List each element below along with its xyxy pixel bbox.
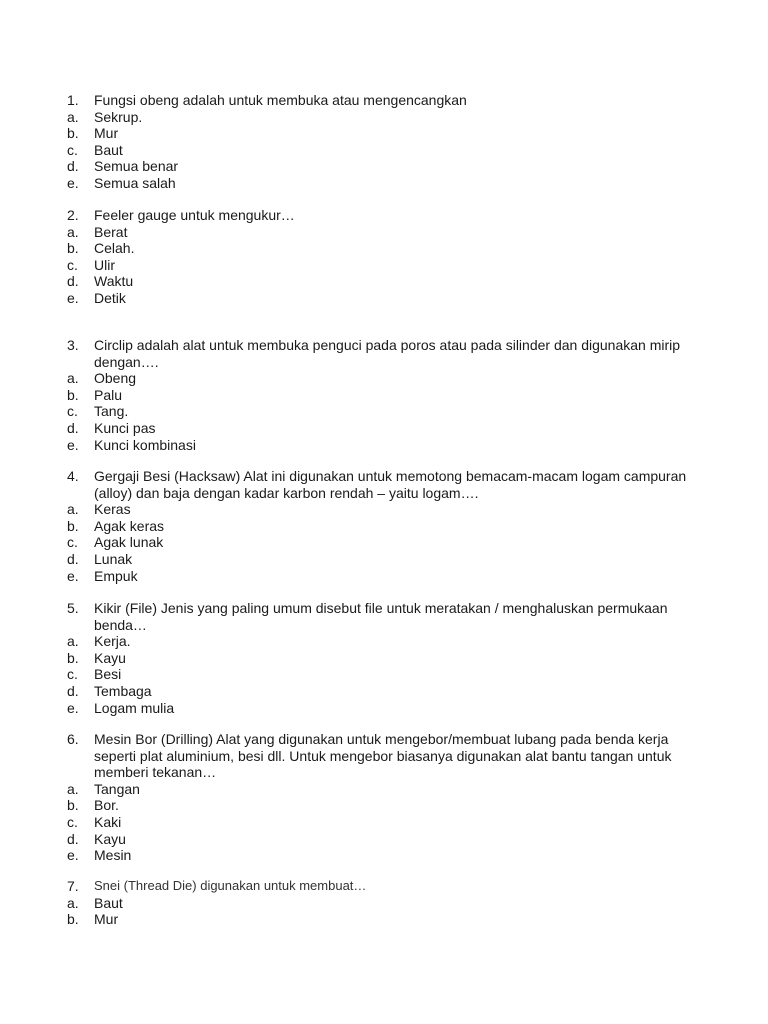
option-letter: a. [67, 370, 79, 387]
option-letter: d. [67, 273, 79, 290]
answer-option [67, 387, 707, 404]
option-letter: e. [67, 174, 79, 191]
answer-option [67, 158, 707, 175]
option-letter: b. [67, 386, 79, 403]
answer-option [67, 534, 707, 551]
answer-option [67, 518, 707, 535]
option-text: Bor. [94, 797, 119, 814]
question-3 [67, 337, 707, 453]
answer-option [67, 142, 707, 159]
option-text: Ulir [94, 256, 115, 273]
option-letter: d. [67, 830, 79, 847]
option-text: Waktu [94, 273, 134, 290]
option-text: Lunak [94, 550, 133, 567]
option-text: Kunci pas [94, 419, 156, 436]
question-number: 6. [67, 731, 79, 747]
answer-option [67, 273, 707, 290]
question-stem [67, 468, 707, 501]
option-letter: a. [67, 501, 79, 518]
option-text: Semua benar [94, 158, 179, 175]
answer-option [67, 290, 707, 307]
option-text: Berat [94, 223, 128, 240]
answer-option [67, 666, 707, 683]
answer-option [67, 240, 707, 257]
option-text: Kerja. [94, 633, 131, 650]
question-text: Kikir (File) Jenis yang paling umum disebut file untuk meratakan / menghaluskan permukaan benda… [94, 600, 668, 633]
answer-option [67, 568, 707, 585]
option-letter: b. [67, 649, 79, 666]
option-text: Baut [94, 894, 123, 911]
answer-option [67, 700, 707, 717]
option-letter: c. [67, 256, 78, 273]
option-letter: d. [67, 419, 79, 436]
question-stem [67, 731, 707, 781]
option-letter: e. [67, 699, 79, 716]
question-stem [67, 600, 707, 633]
question-text: Snei (Thread Die) digunakan untuk membuat… [94, 878, 367, 893]
question-text: Feeler gauge untuk mengukur… [94, 207, 295, 223]
option-text: Tembaga [94, 682, 152, 699]
option-text: Kaki [94, 813, 122, 830]
option-text: Tang. [94, 403, 129, 420]
option-letter: e. [67, 847, 79, 864]
answer-option [67, 224, 707, 241]
option-text: Agak keras [94, 517, 165, 534]
question-2 [67, 207, 707, 307]
option-text: Kayu [94, 649, 126, 666]
question-6 [67, 731, 707, 864]
answer-option [67, 403, 707, 420]
option-letter: b. [67, 240, 79, 257]
option-text: Agak lunak [94, 534, 164, 551]
question-stem [67, 92, 707, 109]
question-7 [67, 878, 707, 928]
question-stem [67, 337, 707, 370]
answer-option [67, 551, 707, 568]
option-text: Semua salah [94, 174, 176, 191]
option-text: Mur [94, 125, 119, 142]
question-4 [67, 468, 707, 584]
option-text: Palu [94, 386, 123, 403]
option-text: Detik [94, 289, 126, 306]
answer-option [67, 125, 707, 142]
answer-option [67, 814, 707, 831]
answer-option [67, 895, 707, 912]
option-letter: b. [67, 517, 79, 534]
question-1 [67, 92, 707, 192]
option-letter: a. [67, 894, 79, 911]
answer-option [67, 633, 707, 650]
answer-option [67, 797, 707, 814]
option-text: Keras [94, 501, 131, 518]
option-letter: a. [67, 223, 79, 240]
option-text: Sekrup. [94, 108, 143, 125]
option-letter: d. [67, 682, 79, 699]
answer-option [67, 683, 707, 700]
option-letter: b. [67, 797, 79, 814]
answer-option [67, 911, 707, 928]
question-stem [67, 207, 707, 224]
question-number: 5. [67, 600, 79, 616]
option-letter: c. [67, 141, 78, 158]
option-letter: c. [67, 534, 78, 551]
option-text: Mur [94, 911, 119, 928]
option-text: Empuk [94, 567, 138, 584]
answer-option [67, 370, 707, 387]
option-letter: d. [67, 550, 79, 567]
option-letter: e. [67, 567, 79, 584]
question-text: Fungsi obeng adalah untuk membuka atau mengencangkan [94, 92, 467, 108]
option-letter: e. [67, 289, 79, 306]
option-letter: e. [67, 436, 79, 453]
answer-option [67, 847, 707, 864]
answer-option [67, 109, 707, 126]
option-letter: b. [67, 911, 79, 928]
question-number: 3. [67, 337, 79, 353]
option-text: Mesin [94, 847, 132, 864]
option-letter: c. [67, 666, 78, 683]
option-text: Obeng [94, 370, 137, 387]
option-text: Logam mulia [94, 699, 175, 716]
question-text: Circlip adalah alat untuk membuka penguci pada poros atau pada silinder dan digunakan mirip dengan…. [94, 337, 681, 370]
option-text: Baut [94, 141, 123, 158]
answer-option [67, 437, 707, 454]
answer-option [67, 781, 707, 798]
option-letter: b. [67, 125, 79, 142]
option-text: Kunci kombinasi [94, 436, 196, 453]
question-stem [67, 878, 707, 895]
answer-option [67, 420, 707, 437]
answer-option [67, 175, 707, 192]
question-5 [67, 600, 707, 716]
answer-option [67, 650, 707, 667]
option-letter: a. [67, 108, 79, 125]
option-letter: d. [67, 158, 79, 175]
question-number: 4. [67, 468, 79, 484]
question-text: Gergaji Besi (Hacksaw) Alat ini digunakan untuk memotong bemacam-macam logam campuran (alloy) dan baja dengan kadar karbon rendah – yaitu logam…. [94, 468, 687, 501]
question-text: Mesin Bor (Drilling) Alat yang digunakan untuk mengebor/membuat lubang pada benda kerja seperti plat aluminium, besi dll. Untuk mengebor biasanya digunakan alat bantu tangan untuk memberi tekanan… [94, 731, 672, 781]
option-text: Kayu [94, 830, 126, 847]
question-number: 1. [67, 92, 79, 108]
option-letter: c. [67, 813, 78, 830]
option-letter: a. [67, 633, 79, 650]
option-letter: a. [67, 780, 79, 797]
option-text: Celah. [94, 240, 135, 257]
answer-option [67, 257, 707, 274]
question-number: 2. [67, 207, 79, 223]
answer-option [67, 501, 707, 518]
option-letter: c. [67, 403, 78, 420]
question-number: 7. [67, 878, 79, 894]
option-text: Besi [94, 666, 122, 683]
answer-option [67, 831, 707, 848]
option-text: Tangan [94, 780, 140, 797]
